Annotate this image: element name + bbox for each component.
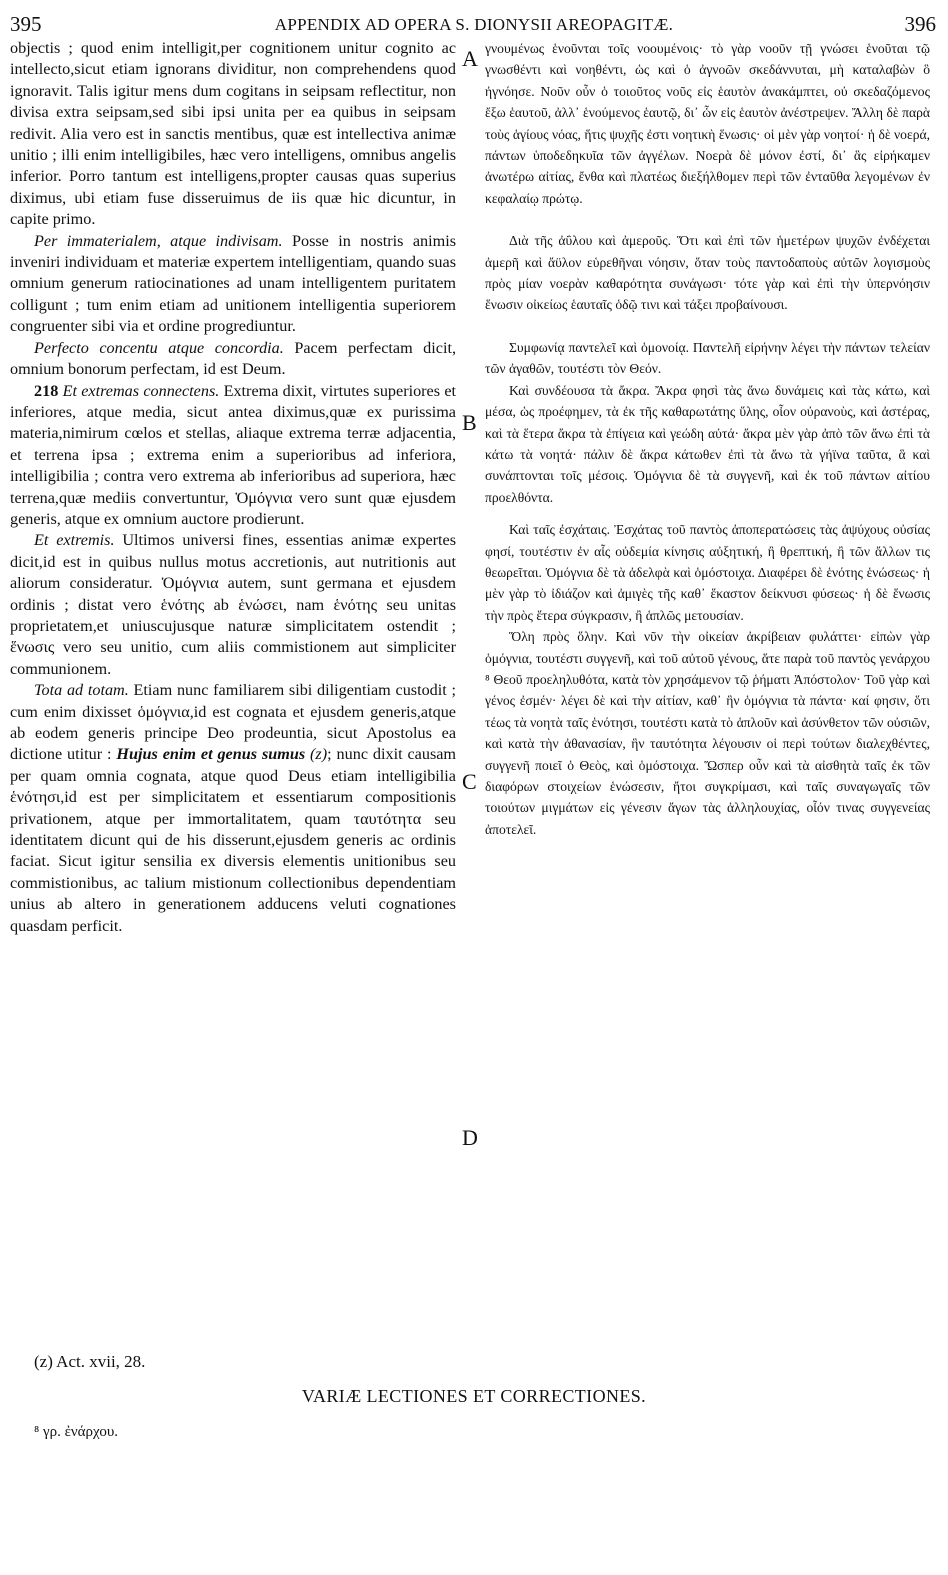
- greek-column: [485, 38, 930, 840]
- margin-letter-c: C: [462, 769, 477, 794]
- lemma-concentu: Perfecto concentu atque concordia.: [34, 338, 284, 357]
- section-number: 218: [34, 381, 59, 400]
- latin-column: [10, 38, 456, 937]
- latin-paragraph-3: [10, 338, 456, 381]
- page-header: [0, 12, 948, 36]
- footnote-greek: ⁸ γρ. ἐνάρχου.: [34, 1424, 119, 1440]
- latin-paragraph-4: [10, 381, 456, 531]
- greek-paragraph-5: Καὶ ταῖς ἐσχάταις. Ἐσχάτας τοῦ παντὸς ἀποπερατώσεις τὰς ἀψύχους οὐσίας φησί, τουτέστιν ἐν αἷς οὐδεμία κίνησις αὐξητική, ἢ θρεπτική, ἢ τῶν ἄλλων τις θεωρεῖται. Ὁμόγνια δὲ τὰ ἀδελφὰ καὶ ὁμόστοιχα. Διαφέρει δὲ ἑνότης ἑνώσεως· ἡ μὲν γὰρ τὸ ἰδιάζον καὶ ἀμιγὲς τῆς καθ᾽ ἕκαστον δείκνυσι φύσεως· ἡ δὲ ἕνωσις τὴν πρὸς ἕτερα σύγκρασιν, ἢ ἁπλῶς μετουσίαν.: [485, 522, 930, 623]
- latin-text-2: Posse in nostris animis inveniri individuam et materiæ expertem intelligentiam, quando suas omnium generum ratiocinationes ad unam intelligentem puritatem colligunt ; tum enim etiam ad unitionem intelligentia superiorem congruenter sibi via et ordine progrediuntur.: [10, 231, 457, 336]
- greek-paragraph-1: γνουμένως ἑνοῦνται τοῖς νοουμένοις· τὸ γὰρ νοοῦν τῇ γνώσει ἑνοῦται τῷ γνωσθέντι καὶ νοηθέντι, ὡς καὶ ὁ ἀγνοῶν σκεδάννυται, μὴ καταλαβὼν ὃ ἠγνόησε. Νοῦν οὖν ὁ τοιοῦτος νοῦς εἰς ἑαυτὸν ἀνακάμπτει, οὐ σκεδαζόμενος ἔξω ἑαυτοῦ, ἀλλ᾽ ἑνούμενος ἑαυτῷ, δι᾽ ὧν εἰς ἑαυτὸν ἀνέστρεψεν. Ἄλλη δὲ παρὰ τοὺς ἁγίους νόας, ἥτις ψυχῆς ἐστι νοητικὴ ἕνωσις· οἱ μὲν γὰρ νοητοί· ἡ δὲ νοερά, πάντων ὑποδεδηκυῖα τῶν ἀγγέλων. Νοερὰ δὲ μόνον ἐστί, δι᾽ ἃς εἰρήκαμεν ἀνωτέρω αἰτίας, ἔνθα καὶ πλατέως διεξήλθομεν περὶ τῶν ἐνταῦθα λεγομένων ἐν κεφαλαίῳ πρώτῳ.: [485, 41, 930, 206]
- lemma-connectens: Et extremas connectens.: [62, 381, 220, 400]
- latin-text-7: nunc dixit causam per quam omnia cognata, atque quod Deus etiam intelligibilia ἑνότησι,id est per simplicitatem et essentiarum compositionis privationem, atque per immortalitatem, quam ταυτότητα seu identitatem dicunt qui de his disserunt,ejusdem generis ac ordinis faciat. Sicut igitur sensilia ex diversis elementis unitionibus seu commistionibus, ac talium mistionum collectionibus dependentiam unius ab altero in generationem adducens veluti cognationes quasdam perficit.: [10, 745, 457, 935]
- variae-heading: VARIÆ LECTIONES ET CORRECTIONES.: [301, 1386, 647, 1406]
- lemma-tota: Tota ad totam.: [34, 681, 129, 700]
- lemma-hujus-tail: ;: [327, 745, 337, 764]
- greek-paragraph-6: Ὅλη πρὸς ὅλην. Καὶ νῦν τὴν οἰκείαν ἀκρίβειαν φυλάττει· εἰπὼν γὰρ ὁμόγνια, τουτέστι συγγενῆ, καὶ τοῦ αὐτοῦ γένους, ἅτε παρὰ τοῦ παντὸς γενάρχου ⁸ Θεοῦ προεληλυθότα, κατὰ τὸν χρησάμενον τῷ ῥήματι Ἀπόστολον· Τοῦ γὰρ καὶ γένος ἐσμέν· λέγει δὲ καὶ τὴν αἰτίαν, καθ᾽ ἣν ὁμόγνια τὰ πάντα· καί φησιν, ὅτι τέως τὰ νοητὰ ταῖς ἑνότησι, τουτέστι κατὰ τὸ ἁπλοῦν καὶ ἀσύνθετον τῶν οὐσιῶν, καὶ κατὰ τὴν ἀθανασίαν, ἣν ταυτότητα λέγουσιν οἱ περὶ τούτων διαλεχθέντες, συγγενῆ ποιεῖ ὁ Θεὸς, καὶ ὁμόστοιχα. Ὥσπερ οὖν καὶ τὰ αἰσθητὰ ταῖς ἐκ τῶν διαφόρων στοιχείων ἑνώσεσιν, ἤτοι συγκρίμασι, καὶ ταῖς συναγωγαῖς τῶν τοιούτων μιγμάτων εἰς γένεσιν ἄγων τὰς ἀλληλουχίας, οἷόν τινας συγγενείας ἀποτελεῖ.: [485, 629, 930, 837]
- latin-text-4: Extrema dixit, virtutes superiores et inferiores, atque media, sicut antea diximus,quæ ex purissima materia,nimirum cœlos et stellas, aliaque extrema terræ adjacentia, et terrena ipsa ; extrema enim a superioribus ad inferiora, intelligibilia ; contra vero extrema ab inferioribus ad superiora, hæc terrena,quæ mediis convertuntur, Ὁμόγνια vero sunt quæ ejusdem generis, atque ex omnium auctore prodierunt.: [10, 381, 457, 528]
- latin-paragraph-1: objectis ; quod enim intelligit,per cognitionem unitur cognito ac intellecto,sicut etiam ignorans dividitur, non comprehendens quod ignoravit. Talis igitur mens dum cogitans in seipsam reflectitur, non divisa extra seipsam,sed sibi ipsi unita per ea quibus in seipsam redivit. Alia vero est in sanctis mentibus, quæ est intellectiva animæ unitio ; illi enim intelligibiles, hæc vero intelligens, omnibus angelis inferior. Porro tantum est intelligens,propter causas quas superius diximus, ubi etiam fuse disseruimus de iis quæ hic dicuntur, in capite primo.: [10, 39, 456, 229]
- latin-paragraph-2: [10, 231, 456, 338]
- margin-letter-d: D: [462, 1125, 478, 1150]
- latin-text-3: Pacem perfectam dicit, omnium bonorum perfectam, id est Deum.: [10, 338, 457, 379]
- lemma-hujus: Hujus enim et genus sumus: [116, 745, 306, 764]
- latin-paragraph-6: [10, 680, 456, 937]
- running-title: APPENDIX AD OPERA S. DIONYSII AREOPAGITÆ.: [274, 15, 674, 34]
- page-number-left: 395: [10, 12, 42, 36]
- greek-paragraph-3: Συμφωνίᾳ παντελεῖ καὶ ὁμονοίᾳ. Παντελῆ εἰρήνην λέγει τὴν πάντων τελείαν τῶν ἀγαθῶν, τουτέστι τὸν Θεόν.: [485, 339, 930, 377]
- latin-paragraph-5: [10, 530, 456, 680]
- greek-paragraph-2: Διὰ τῆς ἀΰλου καὶ ἀμεροῦς. Ὅτι καὶ ἐπὶ τῶν ἡμετέρων ψυχῶν ἐνδέχεται ἀμερῆ καὶ ἄϋλον εὑρεθῆναι νόησιν, ὅταν τοὺς παντοδαποὺς αὐτῶν λογισμοὺς πρὸς μίαν νοερὰν καθαρότητα συνάγωσι· τότε γὰρ καὶ ἐπὶ τὴν ὑπερνόησιν ἕνωσιν οἰκείως ἑαυταῖς ὁδῷ τινι καὶ τάξει προβαίνουσι.: [485, 233, 930, 313]
- lemma-extremis: Et extremis.: [34, 531, 115, 550]
- margin-letter-a: A: [462, 46, 478, 71]
- lemma-immaterialem: Per immaterialem, atque indivisam.: [34, 231, 283, 250]
- footnote-ref-z: (z): [310, 745, 328, 764]
- greek-paragraph-4: Καὶ συνδέουσα τὰ ἄκρα. Ἄκρα φησὶ τὰς ἄνω δυνάμεις καὶ τὰς κάτω, καὶ μέσα, ὡς προέφημεν, τὰ ἐκ τῆς καθαρωτάτης ὕλης, οἷον οὐρανοὺς, καὶ ἀστέρας, καὶ τὰ ἕτερα ἄκρα τὰ ἐπίγεια καὶ γεώδη αὐτά· ἄκρα μὲν γὰρ ἀπὸ τῶν ἄνω ἐπὶ τὰ κάτω τὰ νοητά· πάλιν δὲ ἄκρα κάτωθεν ἐπὶ τὰ ἄνω τὰ γήϊνα ταῦτα, ἃ καὶ συνάπτονται τοῖς μέσοις. Ὁμόγνια δὲ τὰ συγγενῆ, καὶ ἐκ τοῦ πάντων αἰτίου προελθόντα.: [485, 382, 930, 505]
- margin-letter-b: B: [462, 410, 477, 435]
- page-number-right: 396: [904, 12, 936, 36]
- latin-text-5: Ultimos universi fines, essentias animæ expertes dicit,id est in quibus nullus motus accretionis, aut nutritionis aut aliorum consideratur. Ὁμόγνια autem, sunt germana et ejusdem ordinis ; distat vero ἑνότης ab ἑνώσει, nam ἑνότης seu unitas proprietatem,et uniuscujusque naturæ simplicitatem ostendit ; ἕνωσις vero seu unitio, cum aliis commistionem aut simpliciter communionem.: [10, 531, 457, 678]
- latin-text-6: Etiam nunc familiarem sibi diligentiam custodit ; cum enim dixisset ὁμόγνια,id est cognata et ejusdem generis,atque ab eodem generis principe Deo prodeuntia, sicut Apostolus ea dictione utitur :: [10, 681, 457, 764]
- footnote-latin: (z) Act. xvii, 28.: [34, 1352, 146, 1371]
